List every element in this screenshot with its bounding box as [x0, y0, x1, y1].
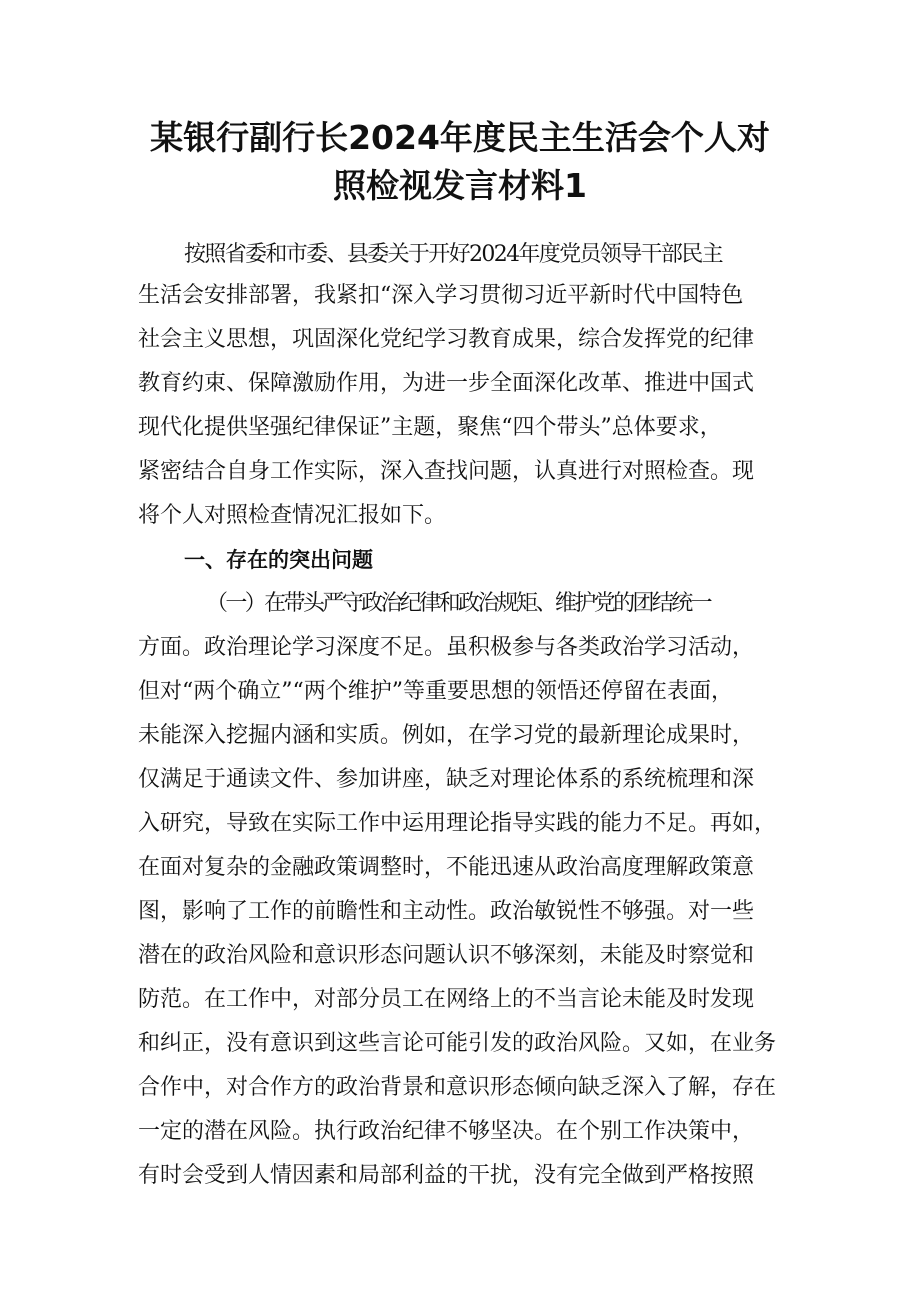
document-title-line-1: 某银行副行长2024年度民主生活会个人对: [150, 118, 770, 157]
intro-line: 按照省委和市委、县委关于开好2024年度党员领导干部民主: [184, 242, 722, 267]
intro-line: 社会主义思想，巩固深化党纪学习教育成果，综合发挥党的纪律: [138, 327, 755, 352]
body-line: 在面对复杂的金融政策调整时，不能迅速从政治高度理解政策意: [138, 855, 755, 880]
body-line: （一）在带头严守政治纪律和政治规矩、维护党的团结统一: [206, 591, 711, 616]
intro-line: 生活会安排部署，我紧扣“深入学习贯彻习近平新时代中国特色: [138, 283, 744, 308]
intro-line: 现代化提供坚强纪律保证”主题，聚焦“四个带头”总体要求，: [138, 415, 722, 440]
body-line: 入研究，导致在实际工作中运用理论指导实践的能力不足。再如，: [138, 811, 777, 836]
intro-line: 教育约束、保障激励作用，为进一步全面深化改革、推进中国式: [138, 371, 755, 396]
body-line: 仅满足于通读文件、参加讲座，缺乏对理论体系的系统梳理和深: [138, 767, 755, 792]
section-heading: 一、存在的突出问题: [184, 548, 373, 572]
intro-line: 将个人对照检查情况汇报如下。: [138, 503, 447, 528]
body-line: 方面。政治理论学习深度不足。虽积极参与各类政治学习活动，: [138, 635, 755, 660]
body-line: 图，影响了工作的前瞻性和主动性。政治敏锐性不够强。对一些: [138, 899, 755, 924]
intro-line: 紧密结合自身工作实际，深入查找问题，认真进行对照检查。现: [138, 459, 755, 484]
body-line: 和纠正，没有意识到这些言论可能引发的政治风险。又如，在业务: [138, 1031, 777, 1056]
body-line: 潜在的政治风险和意识形态问题认识不够深刻，未能及时察觉和: [138, 943, 755, 968]
document-title-line-2: 照检视发言材料1: [333, 166, 587, 205]
body-line: 防范。在工作中，对部分员工在网络上的不当言论未能及时发现: [138, 987, 755, 1012]
body-line: 合作中，对合作方的政治背景和意识形态倾向缺乏深入了解，存在: [138, 1075, 777, 1100]
body-line: 一定的潜在风险。执行政治纪律不够坚决。在个别工作决策中，: [138, 1119, 755, 1144]
body-line: 但对“两个确立”“两个维护”等重要思想的领悟还停留在表面，: [138, 679, 733, 704]
body-line: 未能深入挖掘内涵和实质。例如，在学习党的最新理论成果时，: [138, 723, 755, 748]
body-line: 有时会受到人情因素和局部利益的干扰，没有完全做到严格按照: [138, 1163, 755, 1188]
